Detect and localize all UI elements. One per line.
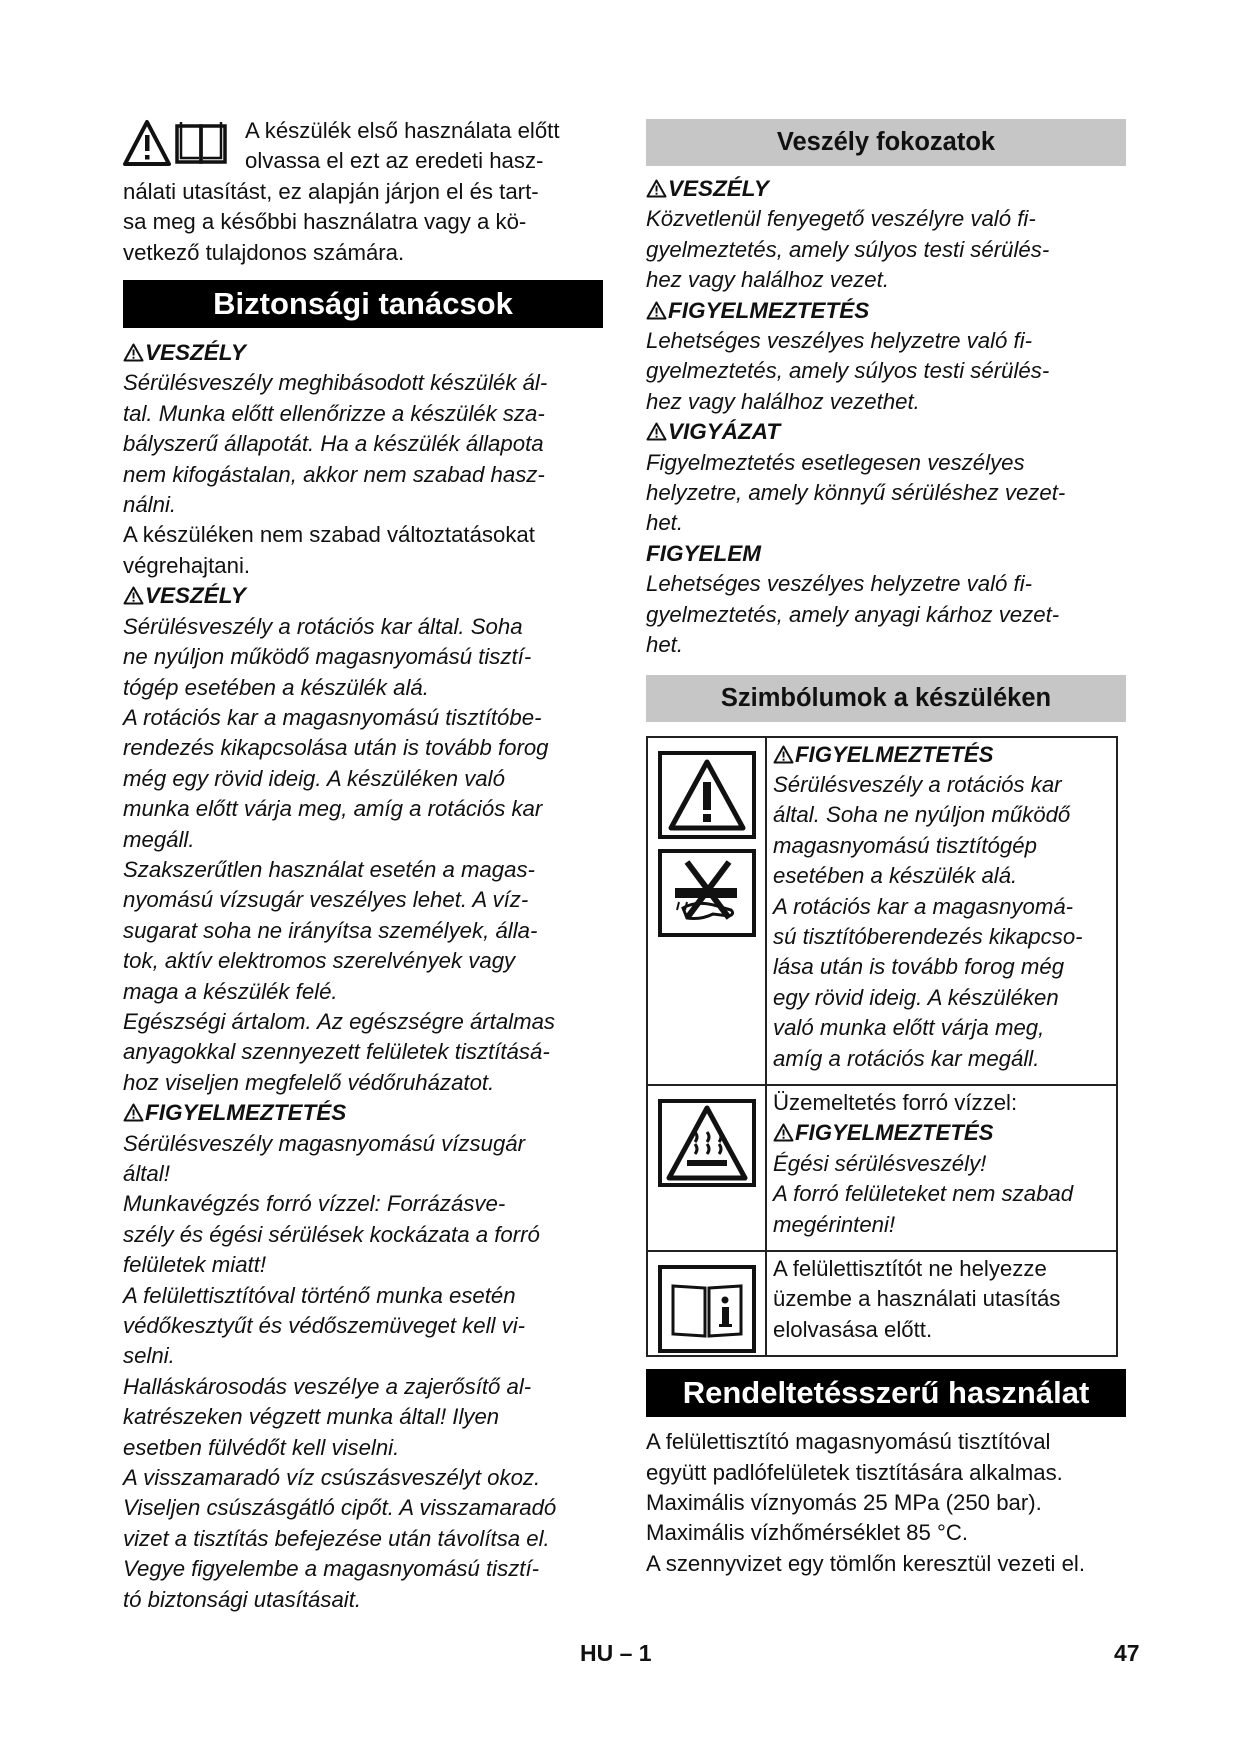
manual-book-icon xyxy=(177,122,225,162)
text-line: A rotációs kar a magasnyomású tisztítóbe- xyxy=(123,704,542,730)
text-line: selni. xyxy=(123,1343,175,1369)
signal-word xyxy=(773,740,1110,770)
text-line: Vegye figyelembe a magasnyomású tisztí- xyxy=(123,1556,540,1582)
footer-page-number: 47 xyxy=(1114,1640,1140,1666)
text-line: Figyelmeztetés esetlegesen veszélyes xyxy=(646,449,1025,475)
intended-line: Maximális vízhőmérséklet 85 °C. xyxy=(646,1520,969,1546)
symbol-icons xyxy=(648,1086,767,1250)
text-line: Sérülésveszély meghibásodott készülék ál- xyxy=(123,370,548,396)
text-line: gyelmeztetés, amely anyagi kárhoz vezet- xyxy=(646,601,1060,627)
signal-word xyxy=(646,417,1126,447)
intro-note xyxy=(123,116,603,268)
warning-sign-icon xyxy=(123,1103,144,1122)
text-line: tal. Munka előtt ellenőrizze a készülék sza- xyxy=(123,400,545,426)
warning-sign-icon xyxy=(646,179,667,198)
signal-word-text: VESZÉLY xyxy=(145,583,246,609)
text-line: Viseljen csúszásgátló cipőt. A visszamaradó xyxy=(123,1495,557,1521)
warning-triangle-icon xyxy=(657,750,757,840)
text-line: gyelmeztetés, amely súlyos testi sérülés- xyxy=(646,358,1050,384)
intro-line-4: sa meg a későbbi használatra vagy a kö- xyxy=(123,209,527,235)
text-line: szély és égési sérülések kockázata a forró xyxy=(123,1221,540,1247)
warning-sign-icon xyxy=(773,1123,794,1142)
safety-text xyxy=(123,338,603,1615)
intended-use-title: Rendeltetésszerű használat xyxy=(646,1369,1126,1417)
text-line: het. xyxy=(646,632,684,658)
left-column xyxy=(123,116,603,1615)
text-line: Munkavégzés forró vízzel: Forrázásve- xyxy=(123,1191,506,1217)
symbol-icons xyxy=(648,738,767,1084)
hot-surface-icon xyxy=(657,1098,757,1188)
text-line: A visszamaradó víz csúszásveszélyt okoz. xyxy=(123,1465,541,1491)
text-line: való munka előtt várja meg, xyxy=(773,1015,1045,1041)
text-line: nálni. xyxy=(123,492,177,518)
symbols-table xyxy=(646,736,1118,1358)
text-line: egy rövid ideig. A készüléken xyxy=(773,984,1059,1010)
text-line: maga a készülék felé. xyxy=(123,978,338,1004)
text-line: által! xyxy=(123,1161,170,1186)
warning-sign-icon xyxy=(646,422,667,441)
signal-word-text: VIGYÁZAT xyxy=(668,419,781,445)
symbol-row xyxy=(648,1084,1116,1250)
text-line: tok, aktív elektromos szerelvények vagy xyxy=(123,948,516,974)
text-line: hez vagy halálhoz vezethet. xyxy=(646,388,920,414)
symbol-row-text xyxy=(767,1252,1116,1355)
intro-line-2: olvassa el ezt az eredeti hasz- xyxy=(245,148,544,174)
signal-word-text: VESZÉLY xyxy=(145,340,246,366)
warning-sign-icon xyxy=(773,745,794,764)
text-line: még egy rövid ideig. A készüléken való xyxy=(123,765,505,791)
signal-word xyxy=(123,1098,603,1128)
text-line: A készüléken nem szabad változtatásokat xyxy=(123,522,535,548)
warning-triangle-icon xyxy=(125,122,169,164)
text-line: gyelmeztetés, amely súlyos testi sérülés- xyxy=(646,236,1050,262)
text-line: helyzetre, amely könnyű sérüléshez vezet- xyxy=(646,480,1066,506)
right-column xyxy=(646,116,1126,1579)
signal-word-text: VESZÉLY xyxy=(668,176,769,201)
text-line: védőkesztyűt és védőszemüveget kell vi- xyxy=(123,1313,526,1339)
symbol-row xyxy=(648,738,1116,1084)
signal-word xyxy=(646,174,1126,204)
signal-word: FIGYELEM xyxy=(646,540,762,566)
intro-line-3: nálati utasítást, ez alapján járjon el és tart- xyxy=(123,178,539,204)
intro-line-1: A készülék első használata előtt xyxy=(245,118,560,143)
signal-word xyxy=(123,581,603,611)
text-line: megáll. xyxy=(123,826,195,852)
intended-line: együtt padlófelületek tisztítására alkalmas. xyxy=(646,1459,1063,1485)
text-line: Lehetséges veszélyes helyzetre való fi- xyxy=(646,571,1033,597)
text-line: magasnyomású tisztítógép xyxy=(773,832,1037,858)
text-line: bályszerű állapotát. Ha a készülék állapota xyxy=(123,431,544,457)
text-line: hoz viseljen megfelelő védőruházatot. xyxy=(123,1069,495,1095)
text-line: munka előtt várja meg, amíg a rotációs kar xyxy=(123,796,543,822)
text-line: ne nyúljon működő magasnyomású tisztí- xyxy=(123,644,532,670)
text-line: Szakszerűtlen használat esetén a magas- xyxy=(123,856,535,882)
text-line: A forró felületeket nem szabad xyxy=(773,1181,1074,1207)
text-line: amíg a rotációs kar megáll. xyxy=(773,1045,1040,1071)
text-line: anyagokkal szennyezett felületek tisztításá- xyxy=(123,1039,550,1065)
text-line: rendezés kikapcsolása után is tovább forog xyxy=(123,735,549,761)
intended-line: A szennyvizet egy tömlőn keresztül vezeti el. xyxy=(646,1550,1086,1576)
read-manual-icon xyxy=(657,1264,757,1354)
intro-line-5: vetkező tulajdonos számára. xyxy=(123,239,405,265)
text-line: tó biztonsági utasításait. xyxy=(123,1586,362,1612)
symbol-icons xyxy=(648,1252,767,1355)
text-line: által. Soha ne nyúljon működő xyxy=(773,802,1071,828)
signal-word xyxy=(123,338,603,368)
text-line: Egészségi ártalom. Az egészségre ártalmas xyxy=(123,1008,556,1034)
signal-word-text: FIGYELMEZTETÉS xyxy=(795,741,994,767)
text-line: nyomású vízsugár veszélyes lehet. A víz- xyxy=(123,887,529,913)
levels-text xyxy=(646,174,1126,661)
text-line: A felülettisztítóval történő munka esetén xyxy=(123,1282,516,1308)
text-line: het. xyxy=(646,510,684,536)
warning-sign-icon xyxy=(123,586,144,605)
signal-word xyxy=(773,1118,1110,1148)
text-line: Sérülésveszély a rotációs kar által. Soha xyxy=(123,613,523,639)
warning-sign-icon xyxy=(646,301,667,320)
text-line: Sérülésveszély a rotációs kar xyxy=(773,771,1062,797)
text-line: Lehetséges veszélyes helyzetre való fi- xyxy=(646,328,1033,354)
signal-word-text: FIGYELMEZTETÉS xyxy=(795,1120,994,1146)
warning-sign-icon xyxy=(123,343,144,362)
levels-title: Veszély fokozatok xyxy=(646,119,1126,166)
text-line: sugarat soha ne irányítsa személyek, álla- xyxy=(123,917,538,943)
text-line: sú tisztítóberendezés kikapcso- xyxy=(773,923,1083,949)
text-line: Közvetlenül fenyegető veszélyre való fi- xyxy=(646,206,1036,232)
text-line: Sérülésveszély magasnyomású vízsugár xyxy=(123,1130,526,1156)
intended-line: A felülettisztító magasnyomású tisztítóval xyxy=(646,1429,1051,1455)
text-line: Üzemeltetés forró vízzel: xyxy=(773,1089,1018,1115)
intended-use-text xyxy=(646,1427,1126,1579)
text-line: lása után is tovább forog még xyxy=(773,954,1065,980)
text-line: végrehajtani. xyxy=(123,552,251,578)
text-line: Égési sérülésveszély! xyxy=(773,1150,987,1176)
safety-title: Biztonsági tanácsok xyxy=(123,280,603,328)
signal-word-text: FIGYELMEZTETÉS xyxy=(145,1100,347,1126)
text-line: A felülettisztítót ne helyezze xyxy=(773,1256,1047,1281)
symbols-title: Szimbólumok a készüléken xyxy=(646,675,1126,722)
text-line: elolvasása előtt. xyxy=(773,1316,933,1342)
symbol-row xyxy=(648,1250,1116,1355)
intro-icons xyxy=(123,118,233,170)
signal-word-text: FIGYELMEZTETÉS xyxy=(668,297,870,323)
text-line: üzembe a használati utasítás xyxy=(773,1286,1061,1312)
no-hand-under-device-icon xyxy=(657,848,757,938)
text-line: esetében a készülék alá. xyxy=(773,863,1018,889)
text-line: megérinteni! xyxy=(773,1211,896,1237)
text-line: esetben fülvédőt kell viselni. xyxy=(123,1434,400,1460)
text-line: hez vagy halálhoz vezet. xyxy=(646,267,889,293)
symbol-row-text xyxy=(767,738,1116,1084)
text-line: tógép esetében a készülék alá. xyxy=(123,674,429,700)
text-line: katrészeken végzett munka által! Ilyen xyxy=(123,1404,500,1430)
text-line: felületek miatt! xyxy=(123,1252,267,1278)
text-line: A rotációs kar a magasnyomá- xyxy=(773,893,1074,919)
symbol-row-text xyxy=(767,1086,1116,1250)
footer-language-page: HU – 1 xyxy=(580,1640,652,1666)
text-line: nem kifogástalan, akkor nem szabad hasz- xyxy=(123,461,545,487)
intended-line: Maximális víznyomás 25 MPa (250 bar). xyxy=(646,1490,1042,1516)
text-line: Halláskárosodás veszélye a zajerősítő al- xyxy=(123,1373,532,1399)
signal-word xyxy=(646,296,1126,326)
text-line: vizet a tisztítás befejezése után távolítsa el. xyxy=(123,1525,550,1551)
